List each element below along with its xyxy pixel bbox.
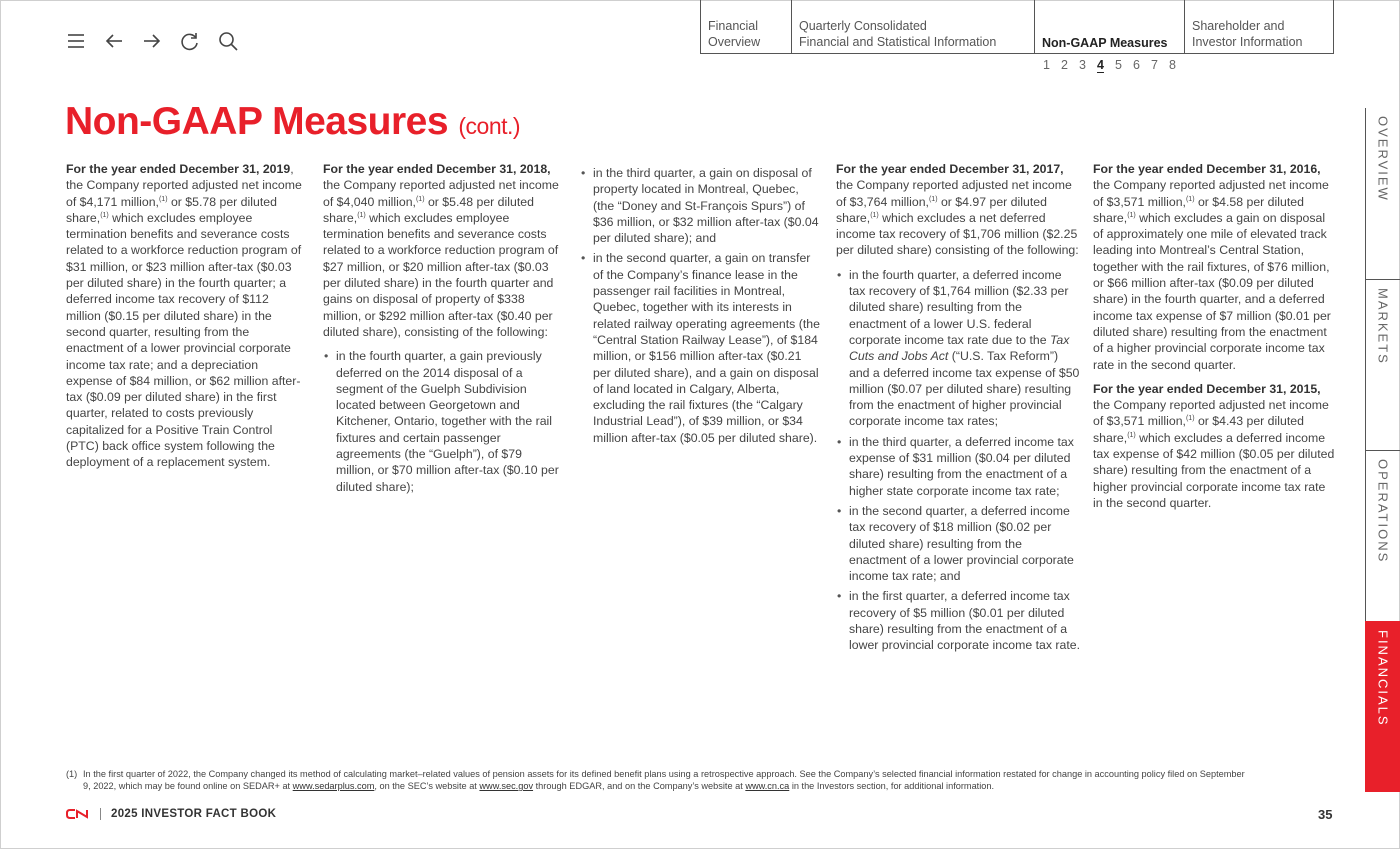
- year-heading: For the year ended December 31, 2016,: [1093, 162, 1321, 176]
- list-item: [836, 267, 1081, 430]
- footnote-span: In the first quarter of 2022, the Company changed its method of calculating market–related values of pension assets for its defined benefit plans using a retrospective approach. See the Company’s selected financial information restated for change in accounting policy filed on September 9, 2022, which may be found online on SEDAR+ at: [83, 769, 1245, 791]
- year-heading: For the year ended December 31, 2017,: [836, 162, 1064, 176]
- paragraph-text: which excludes a deferred income tax expense of $42 million ($0.05 per diluted share) resulting from the enactment of a higher provincial corporate income tax rate in the second quarter.: [1093, 430, 1335, 510]
- link-sedarplus[interactable]: www.sedarplus.com: [292, 781, 375, 791]
- bullet-list: [836, 267, 1081, 654]
- paragraph-text: which excludes employee termination benefits and severance costs related to a workforce reduction program of $31 million, or $23 million after-tax ($0.03 per diluted share) in the fourth quarter; a deferred income tax recovery of $112 million ($0.15 per diluted share) in the second quarter, resulting from the enactment of a lower provincial corporate income tax rate; and a depreciation expense of $84 million, or $62 million after-tax ($0.09 per diluted share) in the first quarter, related to costs previously capitalized for a Positive Train Control (PTC) back office system following the deployment of a replacement system.: [66, 210, 302, 470]
- bullet-list: [580, 165, 820, 446]
- side-nav-operations[interactable]: [1365, 450, 1400, 621]
- search-icon[interactable]: [216, 28, 240, 54]
- paragraph-text: the Company reported adjusted net income of $4,040 million,: [323, 178, 559, 209]
- page-link-4-current[interactable]: 4: [1097, 58, 1104, 72]
- text-column-2017: [836, 161, 1081, 658]
- paragraph-2019: [66, 161, 306, 471]
- paragraph-2018: [323, 161, 563, 340]
- footnote-mark: (1): [66, 769, 78, 779]
- paragraph-text: which excludes a gain on disposal of approximately one mile of elevated track leading into Montreal’s Central Station, together with the rail fixtures, of $76 million, or $66 million after-tax ($0.09 per diluted share) in the fourth quarter, and a deferred income tax expense of $7 million ($0.01 per diluted share) resulting from the enactment of a higher provincial corporate income tax rate in the second quarter.: [1093, 210, 1331, 372]
- bullet-list: [323, 348, 563, 495]
- tab-label: Non-GAAP Measures: [1042, 36, 1168, 50]
- side-nav-label: MARKETS: [1375, 288, 1391, 365]
- text-column-2018-cont: [580, 161, 820, 450]
- paragraph-text: or $4.58 per diluted share,: [1093, 194, 1304, 225]
- tab-label: Financial: [708, 19, 759, 33]
- text-column-2016-2015: [1093, 161, 1338, 519]
- list-item: • in the fourth quarter, a gain previously deferred on the 2014 disposal of a segment of the Guelph Subdivision located between Georgetown and Kitchener, Ontario, together with the rail fixtures and certain passenger agreements (the “Guelph”), of $79 million, or $70 million after-tax ($0.10 per diluted share);: [323, 348, 563, 495]
- side-nav: [1365, 108, 1400, 792]
- list-item: • in the second quarter, a deferred income tax recovery of $18 million ($0.02 per diluted share) resulting from the enactment of a lower provincial corporate income tax rate; and: [836, 503, 1081, 584]
- tab-non-gaap-measures[interactable]: [1035, 0, 1185, 53]
- tab-label: Quarterly Consolidated: [799, 19, 927, 33]
- side-nav-label: OPERATIONS: [1375, 459, 1391, 564]
- footnote-ref: (1): [1185, 195, 1195, 203]
- paragraph-text: the Company reported adjusted net income of $3,571 million,: [1093, 178, 1329, 209]
- menu-icon[interactable]: [64, 28, 88, 54]
- list-item: • in the third quarter, a gain on disposal of property located in Montreal, Quebec, (the “Doney and St-François Spurs”) of $36 million, or $32 million after-tax ($0.04 per diluted share); and: [580, 165, 820, 246]
- list-item-text: in the fourth quarter, a deferred income tax recovery of $1,764 million ($2.33 per diluted share) resulting from the enactment of a lower U.S. federal corporate income tax rate due to the: [849, 267, 1069, 347]
- side-nav-overview[interactable]: [1365, 108, 1400, 279]
- year-heading: For the year ended December 31, 2015,: [1093, 381, 1321, 396]
- page-link-8[interactable]: 8: [1169, 58, 1176, 72]
- paragraph-text: or $4.43 per diluted share,: [1093, 414, 1304, 445]
- paragraph-2017: [836, 161, 1081, 259]
- footnote-text: [66, 768, 1246, 792]
- footer-brand-text: 2025 INVESTOR FACT BOOK: [111, 808, 277, 820]
- forward-arrow-icon[interactable]: [140, 28, 164, 54]
- year-heading: For the year ended December 31, 2018,: [323, 162, 551, 176]
- footer: [66, 808, 276, 820]
- paragraph-text: the Company reported adjusted net income of $3,764 million,: [836, 178, 1072, 209]
- page-link-5[interactable]: 5: [1115, 58, 1122, 72]
- page-link-6[interactable]: 6: [1133, 58, 1140, 72]
- page-number: 35: [1318, 807, 1333, 822]
- page-link-3[interactable]: 3: [1079, 58, 1086, 72]
- footnote-ref: (1): [158, 195, 168, 203]
- footnote-ref: (1): [100, 211, 109, 219]
- page-link-1[interactable]: 1: [1043, 58, 1050, 72]
- footnote-ref: (1): [1185, 415, 1195, 423]
- page-title-text: Non-GAAP Measures: [65, 100, 449, 143]
- tab-shareholder-investor[interactable]: [1185, 0, 1333, 53]
- side-nav-label: FINANCIALS: [1375, 630, 1391, 727]
- list-item: • in the second quarter, a gain on transfer of the Company’s finance lease in the passenger rail facilities in Montreal, Quebec, together with its interests in related railway operating agreements (the “Central Station Railway Lease”), of $184 million, or $156 million after-tax ($0.21 per diluted share), and a gain on disposal of land located in Calgary, Alberta, excluding the rail fixtures (the “Calgary Industrial Lead”), of $39 million, or $34 million after-tax ($0.05 per diluted share).: [580, 250, 820, 446]
- footer-divider: [100, 808, 101, 820]
- paragraph-text: or $5.48 per diluted share,: [323, 194, 534, 225]
- section-tabs: [700, 0, 1334, 54]
- paragraph-text: , the Company reported adjusted net income of $4,171 million,: [66, 162, 302, 209]
- footnote-span: through EDGAR, and on the Company’s website at: [533, 781, 746, 791]
- tab-quarterly-consolidated[interactable]: [792, 0, 1035, 53]
- footnote-ref: (1): [1127, 431, 1136, 439]
- paragraph-text: which excludes a net deferred income tax recovery of $1,706 million ($2.25 per diluted share) consisting of the following:: [836, 210, 1079, 258]
- paragraph-2015: [1093, 381, 1338, 511]
- list-item-text: (“U.S. Tax Reform”) and a deferred income tax expense of $50 million ($0.07 per diluted share) resulting from the enactment of higher provincial corporate income tax rates;: [849, 349, 1080, 429]
- text-column-2019: [66, 161, 306, 479]
- tab-label: Investor Information: [1192, 35, 1303, 49]
- page-link-7[interactable]: 7: [1151, 58, 1158, 72]
- year-heading: For the year ended December 31, 2019: [66, 162, 291, 176]
- footnote-ref: (1): [357, 211, 366, 219]
- act-name: Tax Cuts and Jobs Act: [849, 332, 1070, 364]
- paragraph-text: the Company reported adjusted net income of $3,571 million,: [1093, 398, 1329, 429]
- footnote-span: in the Investors section, for additional information.: [789, 781, 995, 791]
- page-title-suffix: (cont.): [458, 113, 521, 139]
- paragraph-text: or $4.97 per diluted share,: [836, 194, 1047, 225]
- footnote: [66, 768, 1246, 792]
- link-cn[interactable]: www.cn.ca: [745, 781, 790, 791]
- tab-label: Shareholder and: [1192, 19, 1285, 33]
- page-pagination: [1041, 58, 1178, 72]
- toolbar: [64, 28, 240, 54]
- link-sec[interactable]: www.sec.gov: [479, 781, 534, 791]
- text-column-2018: [323, 161, 563, 499]
- side-nav-markets[interactable]: [1365, 279, 1400, 450]
- side-nav-label: OVERVIEW: [1375, 116, 1391, 202]
- refresh-icon[interactable]: [178, 28, 202, 54]
- list-item: • in the third quarter, a deferred income tax expense of $31 million ($0.04 per diluted share) resulting from the enactment of a higher state corporate income tax rate;: [836, 434, 1081, 499]
- footnote-span: , on the SEC’s website at: [374, 781, 480, 791]
- tab-financial-overview[interactable]: [701, 0, 792, 53]
- footnote-ref: (1): [928, 195, 938, 203]
- footnote-ref: (1): [415, 195, 425, 203]
- cn-logo-icon: [66, 808, 90, 820]
- footnote-ref: (1): [1127, 211, 1136, 219]
- paragraph-2016: [1093, 161, 1338, 373]
- tab-label: Financial and Statistical Information: [799, 35, 997, 49]
- paragraph-text: which excludes employee termination benefits and severance costs related to a workforce reduction program of $27 million, or $20 million after-tax ($0.03 per diluted share) in the fourth quarter and gains on disposal of property of $338 million, or $292 million after-tax ($0.40 per diluted share), consisting of the following:: [323, 210, 559, 339]
- side-nav-financials[interactable]: [1365, 621, 1400, 792]
- footnote-ref: (1): [870, 211, 879, 219]
- page-link-2[interactable]: 2: [1061, 58, 1068, 72]
- back-arrow-icon[interactable]: [102, 28, 126, 54]
- paragraph-text: or $5.78 per diluted share,: [66, 194, 277, 225]
- page-title: [65, 100, 520, 144]
- tab-label: Overview: [708, 35, 761, 49]
- list-item: • in the first quarter, a deferred income tax recovery of $5 million ($0.01 per diluted share) resulting from the enactment of a lower provincial corporate income tax rate.: [836, 588, 1081, 653]
